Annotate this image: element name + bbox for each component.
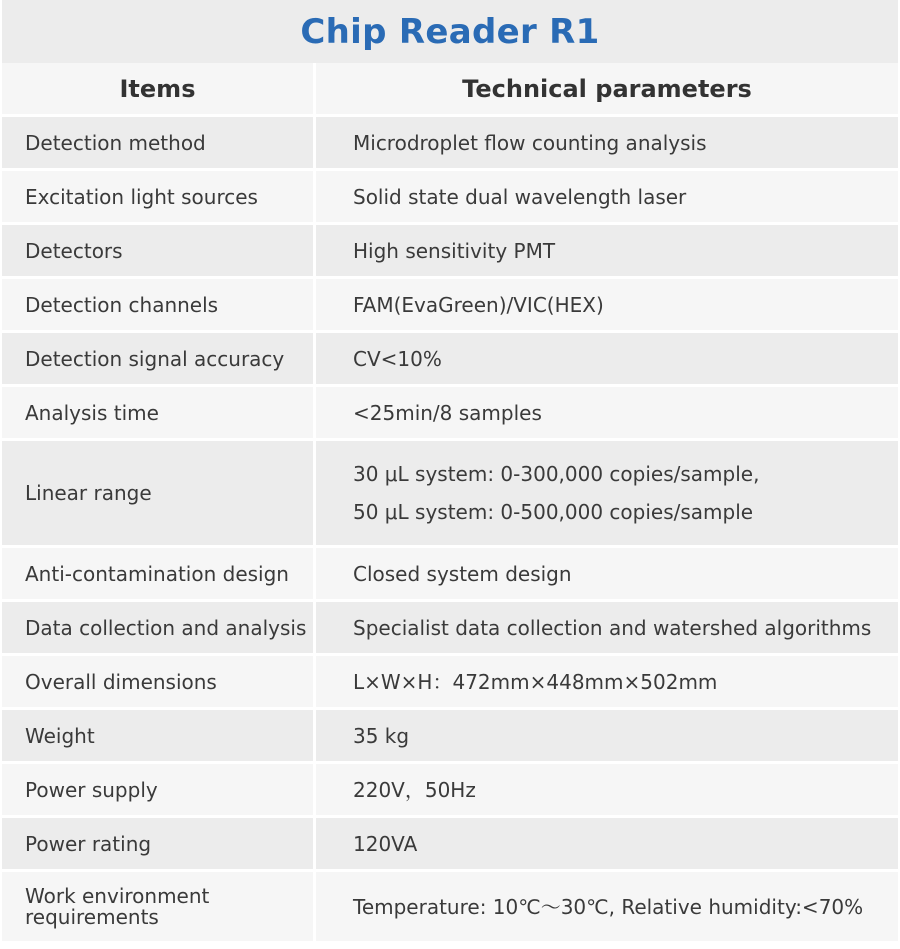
title-bar xyxy=(2,0,898,63)
row-item-label: Anti-contamination design xyxy=(2,548,313,602)
row-param-value: Specialist data collection and watershed algorithms xyxy=(313,602,898,656)
item-line: Work environment xyxy=(25,883,210,908)
row-item-label: Detectors xyxy=(2,225,313,279)
row-item-label: Overall dimensions xyxy=(2,656,313,710)
spec-table xyxy=(2,63,898,944)
table-row xyxy=(2,441,898,548)
row-param-value: Closed system design xyxy=(313,548,898,602)
table-row xyxy=(2,710,898,764)
row-item-label: Power supply xyxy=(2,764,313,818)
item-line: requirements xyxy=(25,904,159,929)
table-row xyxy=(2,764,898,818)
row-param-value: Microdroplet flow counting analysis xyxy=(313,117,898,171)
row-param-value: 120VA xyxy=(313,818,898,872)
table-row xyxy=(2,117,898,171)
row-item-label xyxy=(2,872,313,944)
table-row xyxy=(2,279,898,333)
row-param-value: FAM(EvaGreen)/VIC(HEX) xyxy=(313,279,898,333)
row-item-label: Power rating xyxy=(2,818,313,872)
table-header-row xyxy=(2,63,898,117)
row-item-label: Linear range xyxy=(2,441,313,548)
row-item-label: Data collection and analysis xyxy=(2,602,313,656)
row-param-value: Solid state dual wavelength laser xyxy=(313,171,898,225)
row-item-label: Detection signal accuracy xyxy=(2,333,313,387)
table-row xyxy=(2,333,898,387)
column-header-items: Items xyxy=(2,63,313,117)
row-param-value: CV<10% xyxy=(313,333,898,387)
table-row xyxy=(2,171,898,225)
table-row xyxy=(2,602,898,656)
row-param-value: Temperature: 10℃～30℃, Relative humidity:<70% xyxy=(313,872,898,944)
table-row xyxy=(2,548,898,602)
row-param-value: <25min/8 samples xyxy=(313,387,898,441)
page-title: Chip Reader R1 xyxy=(300,11,600,52)
table-row xyxy=(2,225,898,279)
table-row xyxy=(2,656,898,710)
table-row xyxy=(2,872,898,944)
row-item-label: Detection method xyxy=(2,117,313,171)
column-header-params: Technical parameters xyxy=(313,63,898,117)
row-param-value: L×W×H：472mm×448mm×502mm xyxy=(313,656,898,710)
row-param-value xyxy=(313,441,898,548)
row-param-value: 220V，50Hz xyxy=(313,764,898,818)
row-item-label: Analysis time xyxy=(2,387,313,441)
row-item-label: Excitation light sources xyxy=(2,171,313,225)
table-row xyxy=(2,387,898,441)
param-line: 30 μL system: 0-300,000 copies/sample, xyxy=(353,462,760,486)
row-param-value: 35 kg xyxy=(313,710,898,764)
row-item-label: Detection channels xyxy=(2,279,313,333)
row-item-label: Weight xyxy=(2,710,313,764)
row-param-value: High sensitivity PMT xyxy=(313,225,898,279)
table-row xyxy=(2,818,898,872)
param-line: 50 μL system: 0-500,000 copies/sample xyxy=(353,500,754,524)
